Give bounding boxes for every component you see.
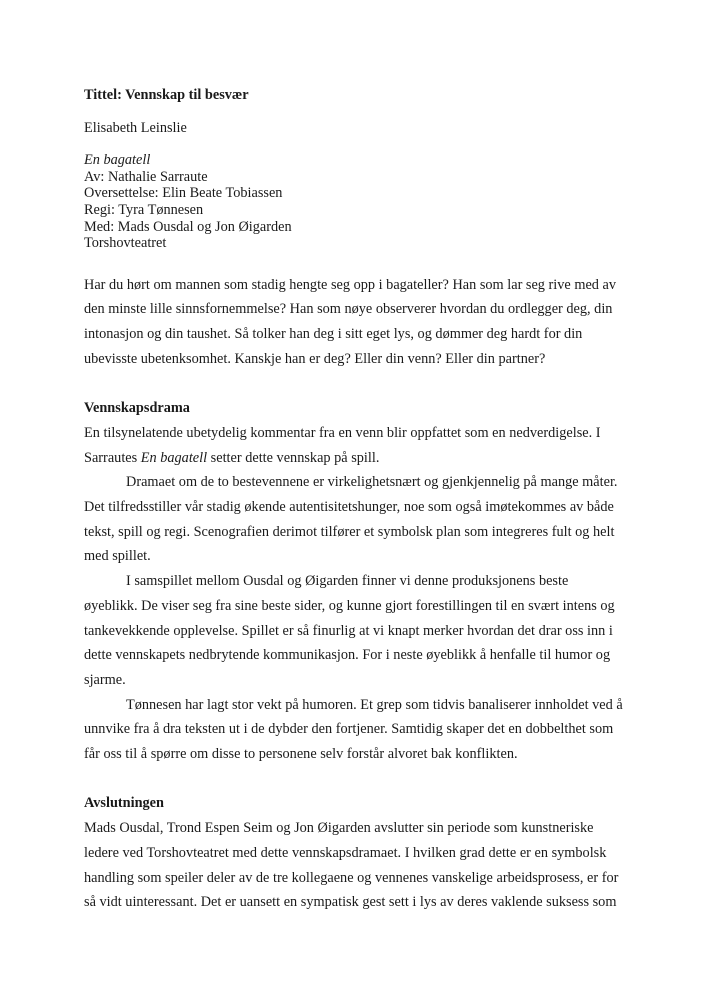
play-title-inline: En bagatell — [140, 449, 208, 466]
section1-paragraph-samspill: I samspillet mellom Ousdal og Øigarden finner vi denne produksjonens beste øyeblikk. De viser seg fra sine beste sider, og kunne gjort forestillingen til en svært intens og tankevekkende opplevelse. Spillet er så finurlig at vi knapt merker hvordan det drar oss inn i dette vennskapets nedbrytende kommunikasjon. For i neste øyeblikk å henfalle til humor og sjarme. — [84, 573, 615, 688]
intro-paragraph: Har du hørt om mannen som stadig hengte seg opp i bagateller? Han som lar seg rive med av den minste lille sinnsfornemmelse? Han som nøye observerer hvordan du ordlegger deg, din intonasjon og din taushet. Så tolker han deg i sitt eget lys, og dømmer deg hardt for din ubevisste ubetenksomhet. Kanskje han er deg? Eller din venn? Eller din partner? — [84, 276, 617, 367]
section-heading-avslutningen: Avslutningen — [84, 795, 164, 812]
credit-translator: Oversettelse: Elin Beate Tobiassen — [84, 185, 283, 202]
credit-director: Regi: Tyra Tønnesen — [84, 201, 204, 218]
credit-playwright: Av: Nathalie Sarraute — [84, 168, 208, 185]
section-heading-vennskapsdrama: Vennskapsdrama — [84, 400, 190, 417]
section2-paragraph-closing: Mads Ousdal, Trond Espen Seim og Jon Øigarden avslutter sin periode som kunstneriske ledere ved Torshovteatret med dette vennskapsdramaet. I hvilken grad dette er en symbolsk handling som speiler deler av de tre kollegaene og vennenes vanskelige arbeidsprosess, er for så vidt uinteressant. Det er uansett en sympatisk gest sett i lys av deres vaklende suksess som — [84, 820, 619, 911]
author-byline: Elisabeth Leinslie — [84, 119, 187, 136]
credit-theatre: Torshovteatret — [84, 235, 167, 252]
section1-paragraph-tonnesen: Tønnesen har lagt stor vekt på humoren. Et grep som tidvis banaliserer innholdet ved å unnvike fra å dra teksten ut i de dybder den fortjener. Samtidig skaper det en dobbelthet som får oss til å spørre om disse to personene selv forstår alvoret bak konflikten. — [84, 696, 623, 763]
lead-text-after: setter dette vennskap på spill. — [207, 449, 380, 466]
document-title: Tittel: Vennskap til besvær — [84, 87, 249, 103]
lead-text-before: En tilsynelatende ubetydelig kommentar fra en venn blir oppfattet som en nedverdigelse. I Sarrautes — [84, 424, 601, 466]
section1-paragraph-drama: Dramaet om de to bestevennene er virkelighetsnært og gjenkjennelig på mange måter. Det tilfredsstiller vår stadig økende autentisitetshunger, noe som også imøtekommes av både tekst, spill og regi. Scenografien derimot tilfører et symbolsk plan som integreres fult og helt med spillet. — [84, 474, 618, 565]
section1-lead-paragraph — [84, 421, 624, 470]
production-credits — [84, 152, 624, 252]
play-title: En bagatell — [84, 152, 151, 169]
credit-cast: Med: Mads Ousdal og Jon Øigarden — [84, 218, 292, 235]
